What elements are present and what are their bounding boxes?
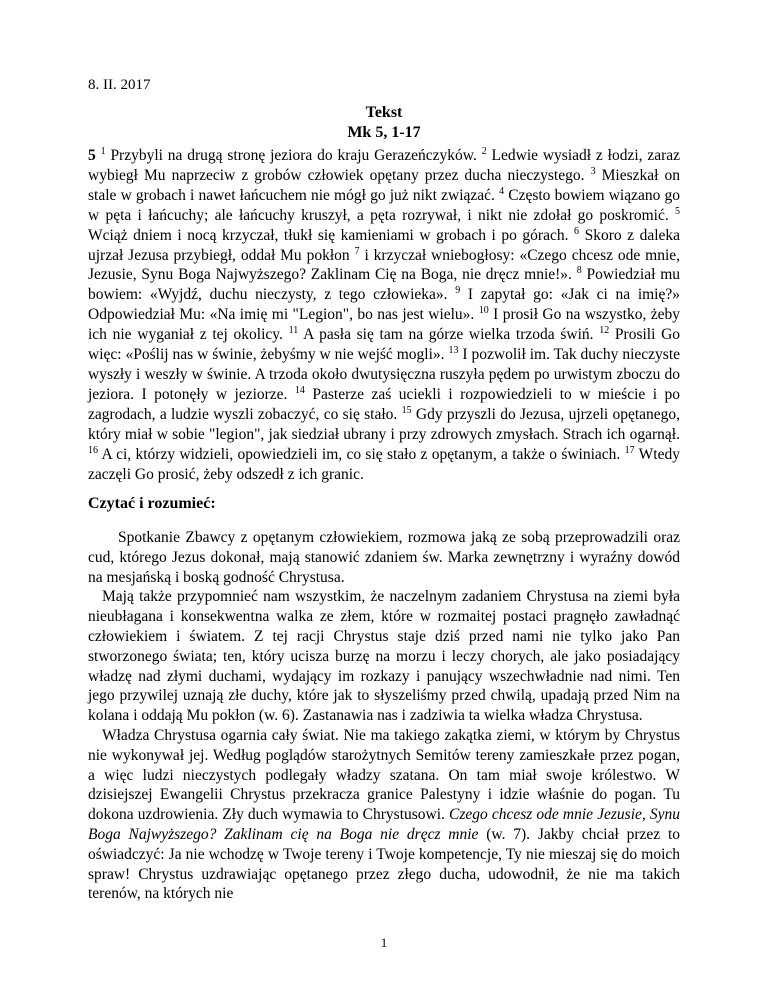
verse-text: Powiedział mu bowiem: «Wyjdź, duchu nieczysty, z tego człowieka». (88, 266, 681, 304)
verse-number: 16 (88, 444, 98, 456)
verse-text: i krzyczał wniebogłosy: «Czego chcesz ode mnie, Jezusie, Synu Boga Najwyższego? Zaklinam Cię na Boga, nie dręcz mnie!». (88, 246, 681, 284)
section-heading: Czytać i rozumieć: (88, 495, 216, 512)
page-number: 1 (380, 935, 388, 950)
verse-number: 3 (590, 165, 596, 177)
verse-text: Ledwie wysiadł z łodzi, zaraz wybiegł Mu naprzeciw z grobów człowiek opętany przez ducha nieczystego. (88, 147, 681, 184)
verse-number: 4 (499, 185, 505, 197)
commentary-paragraph (88, 726, 680, 904)
verse-number: 7 (354, 245, 360, 257)
verse-text: Gdy przyszli do Jezusa, ujrzeli opętanego, który miał w sobie "legion", jak siedział ubrany i przy zdrowych zmysłach. Strach ich ogarnął. (88, 405, 681, 443)
commentary-paragraph: Mają także przypomnieć nam wszystkim, że naczelnym zadaniem Chrystusa na ziemi była nieubłagana i konsekwentna walka ze złem, które w rozmaitej postaci pragnęło zawładnąć człowiekiem i światem. Z tej racji Chrystus staje dziś przed nami nie tylko jako Pan stworzonego świata; ten, który ucisza burzę na morzu i leczy chorych, ale jako posiadający władzę nad złymi duchami, wydający im rozkazy i panujący wszechwładnie nad nimi. Ten jego przywilej uznają złe duchy, które jak to słyszeliśmy przed chwilą, upadają przed Nim na kolana i oddają Mu pokłon (w. 6). Zastanawia nas i zadziwia ta wielka władza Chrystusa. (88, 588, 680, 725)
verse-text: Mieszkał on stale w grobach i nawet łańcuchem nie mógł go już nikt związać. (88, 166, 680, 204)
commentary-text: (w. 7). Jakby chciał przez to oświadczyć: Ja nie wchodzę w Twoje tereny i Twoje kompetencje, Ty nie mieszaj się do moich spraw! Chrystus uzdrawiając opętanego przez złego ducha, udowodnił, że nie ma takich terenów, na których nie (88, 825, 681, 903)
verse-text: Skoro z daleka ujrzał Jezusa przybiegł, oddał Mu pokłon (88, 226, 681, 264)
scripture-reference: Mk 5, 1-17 (347, 124, 421, 141)
verse-text: Pasterze zaś uciekli i rozpowiedzieli to w mieście i po zagrodach, a ludzie wyszli zobaczyć, co się stało. (88, 385, 680, 423)
verse-number: 17 (624, 444, 635, 456)
document-date: 8. II. 2017 (88, 77, 151, 93)
verse-text: Prosili Go więc: «Poślij nas w świnie, żebyśmy w nie wejść mogli». (88, 326, 681, 364)
verse-number: 12 (599, 325, 610, 337)
verse-number: 10 (478, 305, 489, 317)
verse-text: Przybyli na drugą stronę jeziora do kraju Gerazeńczyków. (110, 147, 477, 164)
verse-text: A pasła się tam na górze wielka trzoda świń. (303, 326, 594, 344)
commentary (88, 528, 680, 904)
verse-number: 11 (288, 325, 299, 337)
verse-text: A ci, którzy widzieli, opowiedzieli im, co się stało z opętanym, a także o świniach. (101, 445, 621, 463)
verse-text: Wciąż dniem i nocą krzyczał, tłukł się kamieniami w grobach i po górach. (88, 226, 569, 244)
commentary-paragraph: Spotkanie Zbawcy z opętanym człowiekiem, rozmowa jaką ze sobą przeprowadzili oraz cud, którego Jezus dokonał, mają stanowić zdaniem św. Marka zewnętrzny i wyraźny dowód na mesjańską i boską godność Chrystusa. (88, 529, 680, 586)
document-page (88, 0, 680, 994)
commentary-text: Władza Chrystusa ogarnia cały świat. Nie ma takiego zakątka ziemi, w którym by Chrystus nie wykonywał jej. Według poglądów starożytnych Semitów tereny zamieszkałe przez pogan, a więc ludzi nieczystych podlegały władzy szatana. On tam miał swoje królestwo. W dzisiejszej Ewangelii Chrystus przekracza granice Palestyny i idzie właśnie do pogan. Tu dokona uzdrowienia. Zły duch wymawia to Chrystusowi. (88, 726, 680, 824)
chapter-number: 5 (88, 147, 96, 164)
verse-number: 9 (455, 285, 461, 297)
verse-number: 1 (100, 146, 106, 157)
verse-number: 14 (294, 384, 305, 396)
verse-text: I zapytał go: «Jak ci na imię?» Odpowiedział Mu: «Na imię mi "Legion", bo nas jest wielu». (88, 286, 681, 324)
scripture-text (88, 146, 680, 484)
verses-container (88, 147, 680, 483)
verse-number: 8 (576, 265, 582, 277)
quoted-text: Czego chcesz ode mnie Jezusie, Synu Boga Najwyższego? Zaklinam cię na Boga nie dręcz mnie (88, 806, 681, 843)
verse-number: 2 (481, 146, 487, 157)
verse-number: 13 (448, 345, 459, 357)
verse-text: I pozwolił im. Tak duchy nieczyste wyszły i weszły w świnie. A trzoda około dwutysięczna ruszyła pędem po urwistym zboczu do jeziora. I potonęły w jeziorze. (88, 346, 681, 403)
verse-text: Często bowiem wiązano go w pęta i łańcuchy; ale łańcuchy kruszył, a pęta rozrywał, i nikt nie zdołał go poskromić. (88, 186, 681, 224)
verse-number: 6 (574, 225, 580, 237)
verse-text: I prosił Go na wszystko, żeby ich nie wyganiał z tej okolicy. (88, 306, 681, 344)
verse-text: Wtedy zaczęli Go prosić, żeby odszedł z ich granic. (88, 445, 680, 483)
verse-number: 15 (401, 404, 412, 416)
verse-number: 5 (675, 205, 680, 217)
document-title: Tekst (365, 104, 403, 121)
